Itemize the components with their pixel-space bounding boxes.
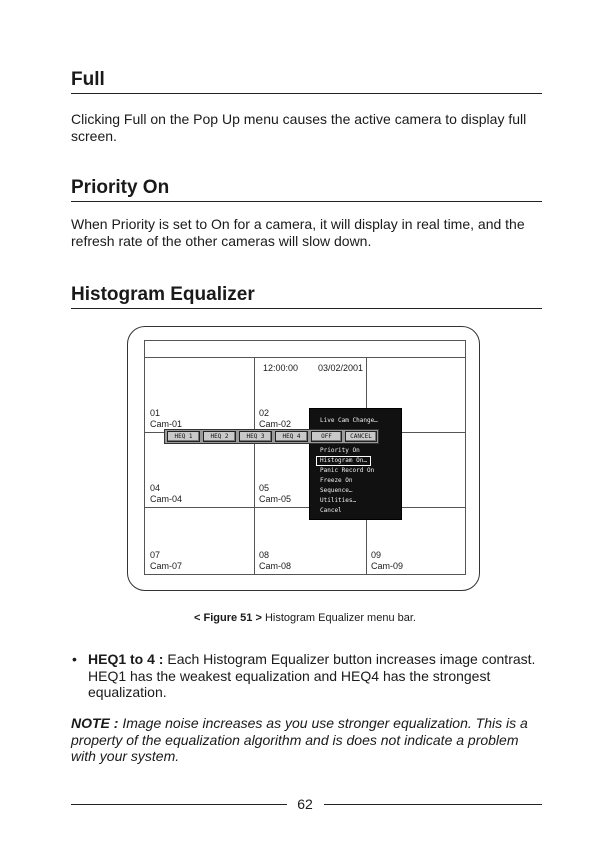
heq4-button[interactable]: HEQ 4 (275, 431, 308, 442)
heq2-button[interactable]: HEQ 2 (203, 431, 236, 442)
section-body-priority: When Priority is set to On for a camera, it will display in real time, and the refresh rate of the other cameras will slow down. (71, 216, 525, 249)
menu-item-sequence[interactable]: Sequence… (320, 487, 353, 494)
figure-caption-text: Histogram Equalizer menu bar. (261, 612, 416, 624)
camera-cell-05[interactable] (259, 483, 291, 505)
note-text: Image noise increases as you use stronger equalization. This is a property of the equalization algorithm and is does not indicate a problem with your system. (71, 715, 528, 764)
camera-name: Cam-09 (371, 561, 404, 571)
menu-item-cancel[interactable]: Cancel (320, 507, 342, 514)
camera-name: Cam-05 (259, 494, 292, 504)
menu-item-histogram-on[interactable]: Histogram On… (316, 456, 371, 466)
camera-cell-09[interactable] (371, 550, 403, 572)
camera-number: 07 (150, 550, 161, 560)
menu-item-utilities[interactable]: Utilities… (320, 497, 357, 504)
camera-cell-02[interactable] (259, 408, 291, 430)
section-title-histogram: Histogram Equalizer (71, 284, 542, 309)
menu-item-priority-on[interactable]: Priority On (320, 447, 360, 454)
note-label: NOTE : (71, 715, 119, 731)
camera-cell-04[interactable] (150, 483, 182, 505)
cancel-button[interactable]: CANCEL (345, 431, 377, 442)
camera-cell-08[interactable] (259, 550, 291, 572)
camera-number: 08 (259, 550, 270, 560)
camera-cell-01[interactable] (150, 408, 182, 430)
bullet-text: Each Histogram Equalizer button increases image contrast. HEQ1 has the weakest equalization and HEQ4 has the strongest equalization. (88, 651, 536, 700)
footer-rule-right (324, 804, 542, 805)
camera-number: 01 (150, 408, 161, 418)
camera-cell-07[interactable] (150, 550, 182, 572)
section-title-priority: Priority On (71, 177, 542, 202)
footer-rule-left (71, 804, 287, 805)
camera-number: 04 (150, 483, 161, 493)
bullet-dot-icon: • (72, 651, 77, 667)
figure-caption (0, 612, 610, 624)
monitor-screen (144, 340, 466, 575)
page-number: 62 (297, 796, 313, 812)
camera-name: Cam-02 (259, 419, 292, 429)
camera-number: 02 (259, 408, 270, 418)
camera-number: 05 (259, 483, 270, 493)
section-title-full: Full (71, 69, 542, 94)
note-block (71, 715, 546, 765)
section-body-full: Clicking Full on the Pop Up menu causes the active camera to display full screen. (71, 111, 527, 144)
camera-number: 09 (371, 550, 382, 560)
camera-name: Cam-07 (150, 561, 183, 571)
camera-name: Cam-08 (259, 561, 292, 571)
camera-name: Cam-01 (150, 419, 183, 429)
grid-divider (254, 357, 255, 575)
heq1-button[interactable]: HEQ 1 (167, 431, 200, 442)
clock-date: 03/02/2001 (318, 363, 364, 373)
heq-menu-bar (164, 429, 379, 444)
figure-label: < Figure 51 > (194, 612, 262, 624)
camera-name: Cam-04 (150, 494, 183, 504)
menu-item-panic-record-on[interactable]: Panic Record On (320, 467, 375, 474)
menu-item-live-cam-change[interactable]: Live Cam Change… (320, 417, 378, 424)
grid-divider (145, 507, 465, 508)
bullet-label: HEQ1 to 4 : (88, 651, 164, 667)
bullet-text-block (88, 651, 538, 701)
clock-time: 12:00:00 (263, 363, 299, 373)
popup-menu (309, 408, 402, 520)
screen-top-bar (145, 341, 465, 358)
heq3-button[interactable]: HEQ 3 (239, 431, 272, 442)
menu-item-freeze-on[interactable]: Freeze On (320, 477, 353, 484)
off-button[interactable]: OFF (311, 431, 342, 442)
